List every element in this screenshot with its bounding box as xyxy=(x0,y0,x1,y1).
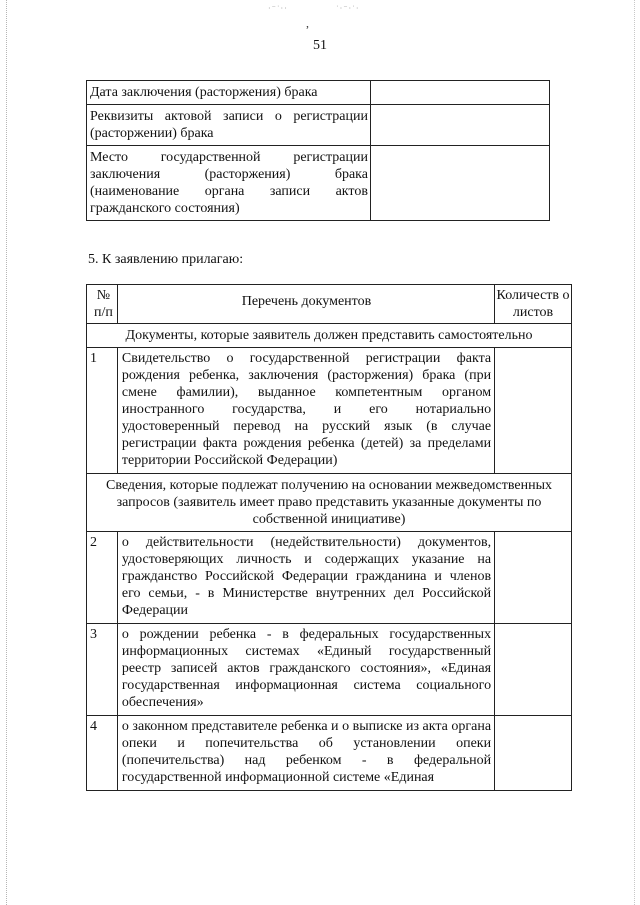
marriage-place-label xyxy=(87,146,371,221)
page-number: 51 xyxy=(313,38,327,53)
section-heading: 5. К заявлению прилагаю: xyxy=(88,252,244,267)
item-number: 4 xyxy=(87,716,118,791)
marriage-date-label xyxy=(87,81,371,105)
marriage-record-value[interactable] xyxy=(370,105,549,146)
item-text: о законном представителе ребенка и о выписке из акта органа опеки и попечительства об установлении опеки (попечительства) над ребенком - в федеральной государственной информационной системе «Единая xyxy=(117,716,494,791)
table-row xyxy=(87,146,550,221)
group-title-self: Документы, которые заявитель должен представить самостоятельно xyxy=(87,324,572,348)
scan-artifact: , xyxy=(306,16,309,30)
item-count[interactable] xyxy=(495,532,572,624)
item-count[interactable] xyxy=(495,716,572,791)
page-edge-right xyxy=(634,0,636,905)
table-row xyxy=(87,105,550,146)
marriage-place-value[interactable] xyxy=(370,146,549,221)
table-row xyxy=(87,624,572,716)
documents-table xyxy=(86,284,572,791)
item-text: о действительности (недействительности) документов, удостоверяющих личность и содержащих указание на гражданство Российской Федерации гражданина и членов его семьи, - в Министерстве внутренних дел Российской Федерации xyxy=(117,532,494,624)
item-text: о рождении ребенка - в федеральных государственных информационных системах «Единый государственный реестр записей актов гражданского состояния», «Единая государственная информационная система социального обеспечения» xyxy=(117,624,494,716)
table-row xyxy=(87,81,550,105)
marriage-record-label xyxy=(87,105,371,146)
header-count xyxy=(495,285,572,324)
header-label: Перечень документов xyxy=(241,294,372,309)
item-count[interactable] xyxy=(495,348,572,474)
row-label: Дата заключения (расторжения) брака xyxy=(90,85,318,100)
header-number xyxy=(87,285,118,324)
header-documents xyxy=(117,285,494,324)
item-number: 2 xyxy=(87,532,118,624)
page-edge-left xyxy=(6,0,8,905)
item-number: 1 xyxy=(87,348,118,474)
header-label: № п/п xyxy=(94,288,113,320)
marriage-details-table xyxy=(86,80,550,221)
row-label: Место государственной регистрации заключения (расторжения) брака (наименование органа записи актов гражданского состояния) xyxy=(90,150,368,216)
item-count[interactable] xyxy=(495,624,572,716)
scan-artifact: ˙·⁻·˙· xyxy=(336,4,360,13)
table-row xyxy=(87,532,572,624)
scan-artifact: ·⁻˙·· xyxy=(268,4,288,13)
group-row xyxy=(87,474,572,532)
table-row xyxy=(87,348,572,474)
group-title-interagency: Сведения, которые подлежат получению на основании межведомственных запросов (заявитель имеет право представить указанные документы по собственной инициативе) xyxy=(87,474,572,532)
table-header-row xyxy=(87,285,572,324)
marriage-date-value[interactable] xyxy=(370,81,549,105)
header-label: Количеств о листов xyxy=(496,288,570,320)
group-row xyxy=(87,324,572,348)
item-number: 3 xyxy=(87,624,118,716)
row-label: Реквизиты актовой записи о регистрации (расторжении) брака xyxy=(90,109,368,141)
item-text: Свидетельство о государственной регистрации факта рождения ребенка, заключения (расторжения) брака (при смене фамилии), выданное компетентным органом иностранного государства, и его нотариально удостоверенный перевод на русский язык (в случае регистрации факта рождения ребенка (детей) за пределами территории Российской Федерации) xyxy=(117,348,494,474)
table-row xyxy=(87,716,572,791)
